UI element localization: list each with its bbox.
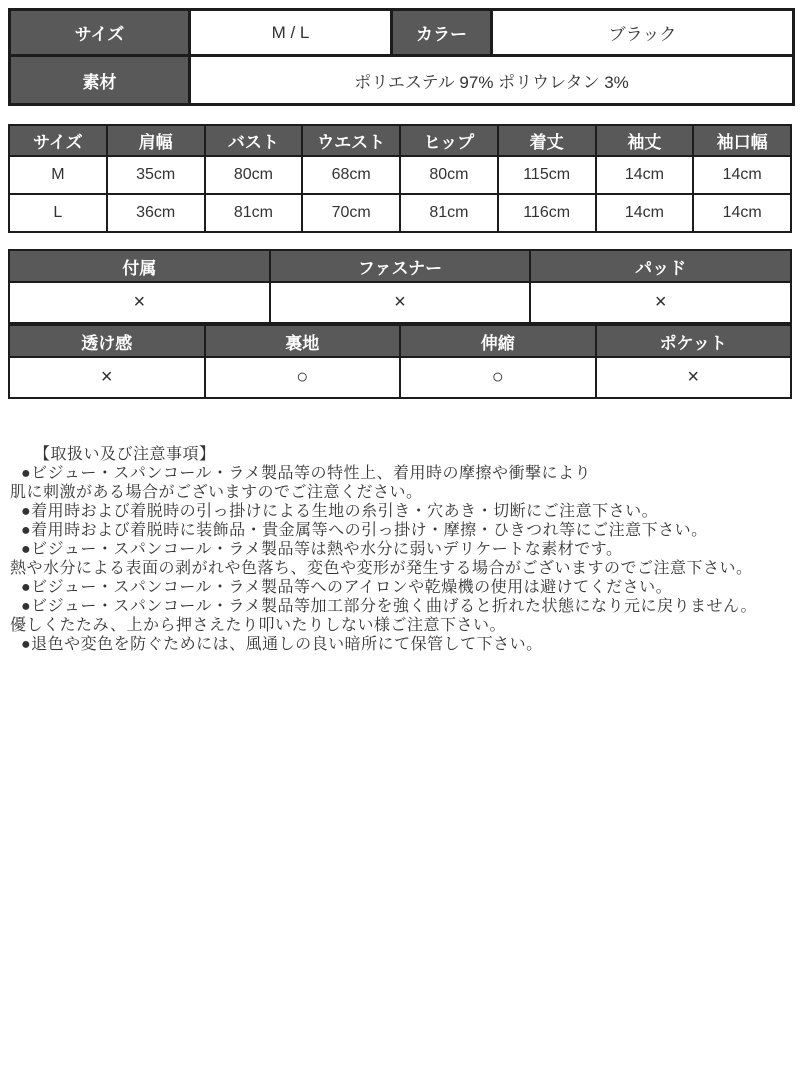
feature-value-cell: ×: [9, 357, 205, 398]
care-notes: [8, 445, 792, 654]
care-note-line: 熱や水分による表面の剥がれや色落ち、変色や変形が発生する場合がございますのでご注意下さい。: [10, 560, 753, 577]
care-note-line: ●ビジュー・スパンコール・ラメ製品等の特性上、着用時の摩擦や衝撃により: [21, 465, 592, 482]
feature-header-cell: 伸縮: [400, 325, 596, 357]
measurements-header-row: [9, 125, 791, 156]
features-table-2: [8, 324, 792, 399]
measurements-row-l: [9, 194, 791, 232]
measurement-cell: 35cm: [107, 156, 205, 194]
measurements-header-cell: ヒップ: [400, 125, 498, 156]
feature-value-cell: ×: [9, 282, 270, 323]
material-value-cell: ポリエステル 97% ポリウレタン 3%: [190, 56, 794, 105]
measurements-header-cell: サイズ: [9, 125, 107, 156]
features-1-header-row: [9, 250, 791, 282]
care-note-line: 優しくたたみ、上から押さえたり叩いたりしない様ご注意下さい。: [10, 617, 506, 634]
measurement-cell: 80cm: [205, 156, 303, 194]
feature-header-cell: ファスナー: [270, 250, 531, 282]
size-label-cell: サイズ: [10, 10, 190, 56]
measurements-header-cell: 肩幅: [107, 125, 205, 156]
measurement-cell: M: [9, 156, 107, 194]
care-note-line: 肌に刺激がある場合がございますのでご注意ください。: [10, 484, 423, 501]
measurements-table: [8, 124, 792, 233]
care-note-line: ●ビジュー・スパンコール・ラメ製品等は熱や水分に弱いデリケートな素材です。: [21, 541, 623, 558]
measurements-header-cell: 袖丈: [596, 125, 694, 156]
care-notes-title: 【取扱い及び注意事項】: [34, 446, 216, 463]
measurement-cell: 116cm: [498, 194, 596, 232]
features-2-value-row: [9, 357, 791, 398]
measurements-header-cell: 袖口幅: [693, 125, 791, 156]
spec-row-material: [10, 56, 794, 105]
measurement-cell: L: [9, 194, 107, 232]
measurements-row-m: [9, 156, 791, 194]
care-note-line: ●退色や変色を防ぐためには、風通しの良い暗所にて保管して下さい。: [21, 636, 543, 653]
care-note-line: ●ビジュー・スパンコール・ラメ製品等へのアイロンや乾燥機の使用は避けてください。: [21, 579, 673, 596]
measurement-cell: 80cm: [400, 156, 498, 194]
feature-value-cell: ○: [205, 357, 401, 398]
measurement-cell: 14cm: [596, 194, 694, 232]
feature-header-cell: 裏地: [205, 325, 401, 357]
care-note-line: ●ビジュー・スパンコール・ラメ製品等加工部分を強く曲げると折れた状態になり元に戻りません。: [21, 598, 758, 615]
measurement-cell: 70cm: [302, 194, 400, 232]
measurement-cell: 81cm: [205, 194, 303, 232]
feature-header-cell: 付属: [9, 250, 270, 282]
measurement-cell: 36cm: [107, 194, 205, 232]
features-table-1: [8, 249, 792, 324]
feature-value-cell: ×: [270, 282, 531, 323]
feature-header-cell: ポケット: [596, 325, 792, 357]
color-value-cell: ブラック: [492, 10, 794, 56]
features-1-value-row: [9, 282, 791, 323]
measurements-header-cell: ウエスト: [302, 125, 400, 156]
feature-header-cell: パッド: [530, 250, 791, 282]
care-note-line: ●着用時および着脱時の引っ掛けによる生地の糸引き・穴あき・切断にご注意下さい。: [21, 503, 659, 520]
size-value-cell: M / L: [190, 10, 392, 56]
spec-table: [8, 8, 795, 106]
feature-value-cell: ×: [596, 357, 792, 398]
feature-value-cell: ×: [530, 282, 791, 323]
measurement-cell: 14cm: [693, 194, 791, 232]
feature-value-cell: ○: [400, 357, 596, 398]
measurement-cell: 14cm: [693, 156, 791, 194]
measurements-header-cell: 着丈: [498, 125, 596, 156]
feature-header-cell: 透け感: [9, 325, 205, 357]
color-label-cell: カラー: [392, 10, 492, 56]
measurements-header-cell: バスト: [205, 125, 303, 156]
measurement-cell: 115cm: [498, 156, 596, 194]
measurement-cell: 68cm: [302, 156, 400, 194]
features-2-header-row: [9, 325, 791, 357]
material-label-cell: 素材: [10, 56, 190, 105]
spec-row-size-color: [10, 10, 794, 56]
care-note-line: ●着用時および着脱時に装飾品・貴金属等への引っ掛け・摩擦・ひきつれ等にご注意下さい。: [21, 522, 708, 539]
measurement-cell: 81cm: [400, 194, 498, 232]
measurement-cell: 14cm: [596, 156, 694, 194]
